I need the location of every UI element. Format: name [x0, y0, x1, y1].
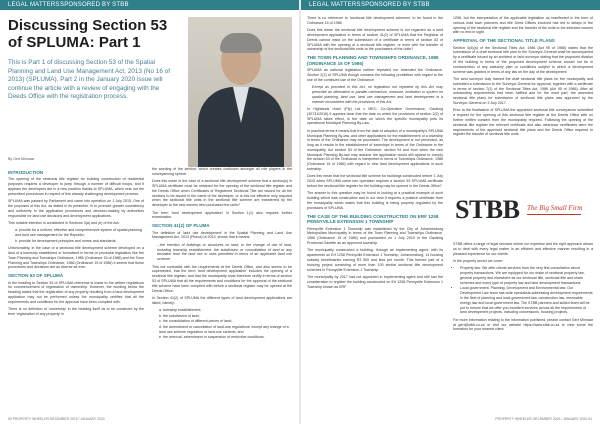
photo-hair-shape	[220, 33, 262, 53]
paragraph: the wording of the section, which creates confusion amongst all role players in the conveyancing sphere.	[152, 167, 292, 176]
paragraph: Pennyville Extension 1 Township was established by the City of Johannesburg Metropolitan Municipality in terms of the Town Planning and Townships Ordinance, 1986 (Ordinance 15 of 1986) and proclaimed on 1 July 2010 in the Gauteng Provincial Gazette as an approved township.	[307, 226, 443, 246]
paragraph: 1258, but the interpretation of the applicable legislation as manifested in the form of various lead town planners and title Deed Offices involved has led to delays in the opening of the sectional title register and the transfer of the units to the intended owners with no end in sight.	[453, 16, 593, 35]
paragraph: In Highlands Hotel (Pty) Ltd v MEC: Co-Operative Governance, Gauteng (30731/2016) it appears clear that the date on which the provisions of section 2(2) of SPLUMA takes effect, is the date on which the specific municipality puts its operational Municipal Planning By-Law.	[307, 106, 443, 126]
quote: Except as provided in this Act, no legislation not repealed by this Act may prescribe an alternative or parallel mechanism, measure, institution or system on spatial planning, land use, land use management and land development in a manner inconsistent with the provisions of this Act.	[312, 85, 443, 104]
list-item: e. the removal, amendment or suspension of restrictive conditions.	[159, 335, 265, 340]
article-title: Discussing Section 53 of SPLUMA: Part 1	[8, 17, 168, 51]
paragraph: Does this mean that the sectional title scheme for buildings constructed before 1 July 2015 when SPLUMA came into operation requires a section 53 SPLUMA certificate before the sectional title register for the building may be opened in the Deeds Office?	[307, 174, 443, 189]
paragraph: In practical terms it means that from the date of adoption of a municipality's SPLUMA Municipal Planning By-law, and other applications for the establishment of a township in terms of the Ordinance may be processed. The development is not prevented, as long as it results in the establishment of townships in terms of the Ordinance in the municipality, but section 53 of the Ordinance, section 94 and from when the new Municipal Planning By-law may assume the application would still appear to comply the section 53 of the Ordinance is interpreted in terms of Townships Ordinance, 1986 (Ordinance 15 of 1986) with regard to new land development applications in such township.	[307, 128, 443, 172]
paragraph: Section 4(4)(a) of the Sectional Titles Act, 1986 (Act 95 of 1986) states that the submission of a draft sectional title plan to the Surveyor-General shall be accompanied by a certificate issued by an architect or land surveyor stating that the proposed division of the building in terms of the proposed development scheme should not be in contravention of any statutory plan or conditions subject to which a development scheme was granted in terms of any law on the day of the development.	[453, 45, 593, 74]
quote: ...the erection of buildings or structures on land, or the change of use of land, including township establishment, the subdivision or consolidation of land or any deviation from the land use or uses permitted in terms of an applicable land use scheme;	[157, 242, 292, 262]
application-types-list	[152, 308, 292, 340]
heading-ordinance: THE TOWN PLANNING AND TOWNSHIPS ORDINANCE, 1986 (ORDINANCE 15 OF 1986)	[307, 55, 439, 66]
paragraph: The municipality by 2017 had not appointed in implementing agent and still had the consideration to register the building constructed on Erf 1258 Pennyville Extension 1 Township known as ERF	[307, 274, 443, 289]
paragraph: SPLUMA as national legislation neither repealed nor amended the Ordinance. Section 2(2) of SPLUMA though contains the following prohibition with regard to the use of the continued use of the Ordinance:	[307, 68, 443, 82]
heading-erf-1258: THE CASE OF THE BUILDING CONSTRUCTED ON ERF 1258 PENNYVILLE EXTENSION 1 TOWNSHIP	[307, 213, 439, 225]
heading-introduction: INTRODUCTION	[8, 170, 44, 175]
tagline-rule	[527, 214, 581, 215]
list-item: a. provide for a uniform, effective and comprehensive system of spatial planning and land use management for the Republic;	[15, 228, 142, 238]
paragraph: STBB offers a range of legal services where our expertise and the right approach allows us to deal with every legal matter in an efficient and effective manner resulting in a pleasant experience for our clients.	[453, 242, 593, 256]
column-1	[8, 167, 144, 319]
list-item: b. the subdivision of land;	[159, 313, 200, 318]
paragraph: Unfortunately, in the case of a sectional title development scheme developed on a land of a township established or formalised in terms of provincial legislation like the Town Planning and Townships Ordinance, 1986 (Ordinance 15 of 1986) and the Town Planning and Townships Ordinance, 1986 (Ordinance 15 of 1986) it seems that these procedures and decisions are as diverse as ever.	[8, 246, 144, 270]
heading-section-41: SECTION 41(2) OF PLUMA	[152, 223, 210, 229]
stbb-tagline	[527, 204, 587, 215]
services-list	[453, 266, 593, 315]
article-intro: This is Part 1 of discussing Section 53 of the Spatial Planning and Land Use Management Act, 2013 (No 16 of 2013) (SPLUMA). Part 2 in the January 2020 issue will continue the article with a review of engaging with the Deeds Office with the registration process.	[8, 59, 171, 101]
paragraph: The answer to this question may be found in looking at a practical example of such building which was constructed and in our view it requires a positive certificate from the municipality which states that this building is being properly regulated by the provisions of SPLUMA.	[307, 191, 443, 210]
header-section-left: LEGAL MATTERS	[8, 2, 60, 8]
column-2	[152, 167, 292, 343]
list-item: c. the consolidation of different pieces of land;	[159, 319, 232, 324]
paragraph: This notable intention is constituted in Sections 3(a) and (b) of the Act:	[8, 220, 120, 225]
footer-right: PROPERTY WHEELER DECEMBER 2019 / JANUARY 2020 51	[495, 417, 592, 421]
header-section-right: LEGAL MATTERS	[309, 2, 361, 8]
heading-approval: APPROVAL OF THE SECTIONAL TITLE PLANS	[453, 38, 555, 44]
stbb-logo: STBB	[455, 195, 520, 224]
paragraph: In the heading to Section 53 of SPLUMA reference is made to the written regulations for commencement of registration of ownership. However, the wording below the heading states that the registration of any property resulting from a land development application may not be performed unless the municipality certifies that all the requirements and conditions for the approval have been complied with.	[8, 280, 144, 304]
objects-list	[8, 228, 144, 243]
header-sponsor-left: SPONSORED BY STBB	[60, 2, 129, 8]
paragraph: SPLUMA was passed by Parliament and came into operation on 1 July 2015. One of the purposes of this Act, as stated in its preamble, is to promote greater consistency and uniformity in the application procedures and decision-making by authorities responsible for land use decisions and development applications.	[8, 199, 144, 218]
heading-section-53: SECTION 53 OF SPLUMA	[8, 273, 64, 279]
left-page	[0, 10, 299, 414]
paragraph: This not contradict with the requirements at the Deeds Office, and also seems to be superseded, that the term 'land development application' includes the opening of a sectional title register, and that the municipality must therefore certify in terms of section 53 of SPLUMA that all the requirements and conditions for the approval of the sectional title scheme have been complied with before a sectional register may be opened at the Deeds Office.	[152, 264, 292, 293]
paragraph: The land surveyor duly framed the draft sectional title plans for the municipality and submitted a submission to the Surveyor-General for approval, together with a certificate in terms of section 7(1) of the Sectional Titles Act, 1986 (Act 95 of 1986). After all outstanding requirements had been fulfilled and for the most part, the amended sectional title plans for submission of sectional title plans was approved by the Surveyor-General on 3 July 2017.	[453, 76, 593, 105]
paragraph: Prior to the finalisation of SPLUMA the appointed sectional title conveyancer submitted a request for the opening of this sectional title register at the Deeds Office with no further written consent from the municipality required. Following the opening of the sectional title register the relevant certificate and also clearance certificates were the requirements of the approved sectional title plans and the Deeds Office required to register the transfer of sectional title units.	[453, 108, 593, 137]
list-item: a. township establishment;	[159, 308, 202, 313]
paragraph: There is no reference to 'sectional title development schemes' to be found in the Ordinance 15 of 1986.	[307, 16, 443, 25]
footer-left: 50 PROPERTY WHEELER DECEMBER 2019 / JANUARY 2020	[8, 417, 105, 421]
paragraph: The opening of the sectional title register for building construction of residential purposes requires a developer to jump through a number of difficult hoops, and it appears the developers are in a new position thanks to SPLUMA, which sets out the prescribed procedures in respect of this already challenging development process.	[8, 177, 144, 196]
right-page	[301, 10, 600, 414]
paragraph: The definition of 'land use development' in the Spatial Planning and Land Use Management Act, 2013 (Pluma) of 2013, shows that it means:	[152, 230, 292, 240]
stbb-tagline-text: The Big Small Firm	[527, 204, 583, 212]
column-5	[453, 242, 593, 335]
paragraph: In the property sector we cover:	[453, 258, 504, 263]
list-item: b. provide for development principles and norms and standards;	[15, 238, 117, 243]
paragraph: The municipality constructed a building, through an implementing agent, with its apartments on Erf 1258 Pennyville Extension 1 Township, Johannesburg, 14 housing subsidy beneficiaries earning R3 500 and less per month. This formed part of a housing project consisting of more than 100 similar sectional title development schemes in Pennyville Extension 1 Township.	[307, 248, 443, 272]
article-byline: By Gert Minnaar	[8, 157, 35, 161]
list-item: • Property law: We offer clients services from the very first consultation about property transactions. We are equipped for our make of sectional property law, general property and elsewhere as our sectional title, sectional title and share schemes and every type of property law and land development transactions.	[460, 266, 593, 285]
header-sponsor-right: SPONSORED BY STBB	[361, 2, 430, 8]
list-item: d. the amendment or cancellation of land-use regulations, except any change of a land use scheme regulation or land-use scheme; and	[159, 324, 289, 334]
paragraph: The term 'land development application' in Section 1(1) also requires further examination.	[152, 210, 292, 220]
paragraph: Does this mean the sectional title development scheme is not regarded as a land development application in terms of section 41(2) of SPLUMA that the Registrar of Deeds cannot insist on the submission of a certificate in terms of section 53 of SPLUMA with the opening of a sectional title register, or even with the transfer of ownership of the sectional title units to the purchasers of the units?	[307, 28, 443, 52]
paragraph: There is no definition of 'ownership' in the heading itself as to be construed by the term 'registration of any property' in	[8, 307, 144, 316]
stbb-advert	[453, 196, 593, 238]
column-3	[307, 16, 443, 292]
column-4	[453, 16, 593, 140]
paragraph: In Section 41(2) of SPLUMA the different types of land development applications are listed, namely:	[152, 295, 292, 305]
author-photo	[188, 17, 292, 167]
paragraph: For more information relating to the information published, please contact Gert Minnaar at gert@stbb.co.za or visit our website https://www.stbb.co.za to view some the formation for your nearest client.	[453, 317, 593, 332]
paragraph: Does this mean in the case of a sectional title development scheme that a section(s) in SPLUMA certificate must be obtained for the opening of the sectional title register and the Deeds Office when Certificates of Registered Sectional Title are issued for all the sections to be issued in the name of the developer, or is this not effective only required when the sectional title units in the sectional title scheme are transferred by the developer to the new owners who purchased the units?	[152, 179, 292, 208]
list-item: • Local government, Planning, Development and Environmental law: Our Development Law team has wide specialists addressing development requirements in the field of planning and local government law, construction law, renewable energy law and local government law. The STBB partners and skilled team will be put to ensure that we offer you excellent services across all the requirements of land development projects, including concessions, housing projects.	[460, 286, 593, 315]
